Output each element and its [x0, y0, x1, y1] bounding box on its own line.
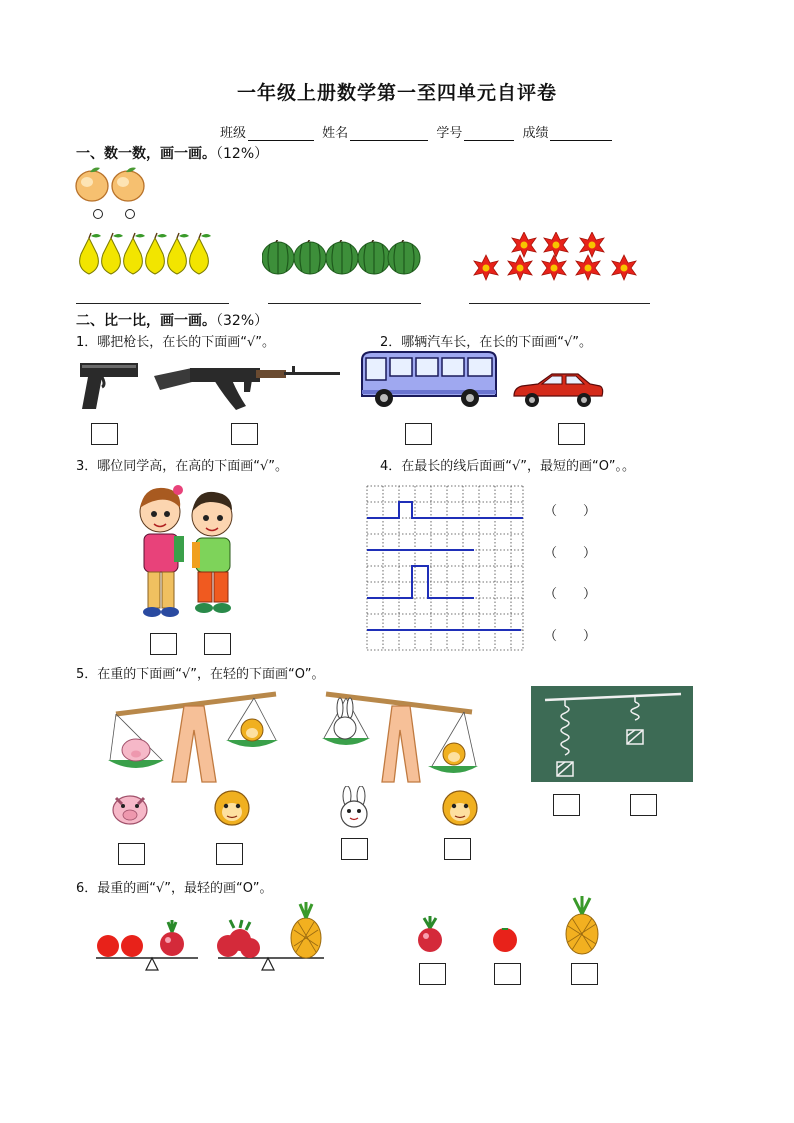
- rifle-image: [152, 356, 342, 412]
- car-image: [512, 370, 604, 412]
- melon-icon: [358, 240, 390, 274]
- flower-icon: [474, 255, 498, 280]
- question-5: 5．在重的下面画“√”，在轻的下面画“O”。: [76, 667, 325, 682]
- tomato-icon: [97, 935, 143, 957]
- pear-icon: [124, 233, 145, 274]
- balance-scale-2-image: [320, 690, 478, 786]
- pear-group-image: [78, 230, 218, 278]
- line-grid: [366, 485, 524, 651]
- section-2-heading: [76, 310, 268, 330]
- answer-paren[interactable]: （ ）: [544, 629, 597, 644]
- peach-icon: [112, 168, 144, 202]
- pig-icon: [122, 739, 150, 761]
- seesaw-right: [217, 902, 324, 970]
- answer-box[interactable]: [204, 633, 231, 655]
- melon-icon: [326, 240, 358, 274]
- answer-box[interactable]: [553, 794, 580, 816]
- two-students-image: [134, 484, 242, 622]
- tomato-icon: [490, 924, 520, 954]
- pineapple-icon: [291, 902, 321, 958]
- question-3: 3．哪位同学高，在高的下面画“√”。: [76, 459, 289, 474]
- answer-line[interactable]: [268, 303, 421, 304]
- id-label: 学号: [436, 126, 463, 141]
- monkey-icon: [443, 743, 465, 765]
- score-blank[interactable]: [550, 126, 612, 141]
- page-title: 一年级上册数学第一至四单元自评卷: [236, 82, 557, 104]
- pear-icon: [190, 233, 211, 274]
- flower-icon: [508, 255, 532, 280]
- melon-icon: [388, 240, 420, 274]
- answer-box[interactable]: [405, 423, 432, 445]
- answer-box[interactable]: [419, 963, 446, 985]
- score-label: 成绩: [522, 126, 549, 141]
- section-1-heading: [76, 143, 268, 163]
- radish-icon: [414, 914, 448, 954]
- radish-icon: [217, 920, 260, 958]
- drawn-circle: [125, 209, 135, 219]
- flower-icon: [512, 232, 536, 257]
- section-2-pct: （32%）: [216, 313, 269, 329]
- melon-icon: [262, 240, 294, 274]
- pig-face-icon: [110, 788, 150, 828]
- flower-icon: [576, 255, 600, 280]
- melon-group-image: [262, 240, 422, 276]
- drawn-circle: [93, 209, 103, 219]
- answer-box[interactable]: [444, 838, 471, 860]
- name-blank[interactable]: [350, 126, 428, 141]
- name-label: 姓名: [322, 126, 349, 141]
- section-1-label: 一、数一数，画一画。: [76, 146, 216, 162]
- pear-icon: [102, 233, 123, 274]
- peach-icon: [76, 168, 108, 202]
- question-6: 6．最重的画“√”，最轻的画“O”。: [76, 881, 273, 896]
- rabbit-icon: [334, 698, 356, 739]
- student-info: [220, 122, 616, 141]
- flower-group-image: [468, 232, 646, 282]
- monkey-icon: [241, 719, 263, 741]
- flower-icon: [544, 232, 568, 257]
- peach-group-image: [74, 164, 150, 204]
- rabbit-face-icon: [334, 786, 374, 828]
- question-1: 1．哪把枪长，在长的下面画“√”。: [76, 335, 276, 350]
- bus-image: [358, 350, 498, 412]
- flower-icon: [580, 232, 604, 257]
- pistol-image: [78, 357, 140, 411]
- answer-box[interactable]: [91, 423, 118, 445]
- pear-icon: [168, 233, 189, 274]
- class-label: 班级: [220, 126, 247, 141]
- answer-box[interactable]: [118, 843, 145, 865]
- answer-box[interactable]: [150, 633, 177, 655]
- pineapple-icon: [562, 894, 602, 956]
- boy-figure: [192, 492, 232, 613]
- melon-icon: [294, 240, 326, 274]
- question-4: 4．在最长的线后面画“√”，最短的画“O”。。: [380, 459, 635, 474]
- balance-scale-1-image: [108, 690, 282, 786]
- answer-paren[interactable]: （ ）: [544, 504, 597, 519]
- answer-box[interactable]: [558, 423, 585, 445]
- monkey-face-icon: [440, 788, 480, 828]
- answer-box[interactable]: [231, 423, 258, 445]
- pear-icon: [146, 233, 167, 274]
- answer-line[interactable]: [469, 303, 650, 304]
- line-1: [367, 502, 523, 518]
- pear-icon: [80, 233, 101, 274]
- answer-box[interactable]: [630, 794, 657, 816]
- id-blank[interactable]: [464, 126, 514, 141]
- seesaw-left: [96, 920, 198, 970]
- answer-line[interactable]: [76, 303, 229, 304]
- flower-icon: [542, 255, 566, 280]
- section-1-pct: （12%）: [216, 146, 269, 162]
- radish-icon: [160, 920, 184, 956]
- answer-box[interactable]: [216, 843, 243, 865]
- girl-figure: [140, 485, 184, 617]
- section-2-label: 二、比一比，画一画。: [76, 313, 216, 329]
- monkey-face-icon: [212, 788, 252, 828]
- answer-paren[interactable]: （ ）: [544, 546, 597, 561]
- spring-chalkboard-image: [531, 686, 693, 782]
- answer-box[interactable]: [571, 963, 598, 985]
- question-2: 2．哪辆汽车长，在长的下面画“√”。: [380, 335, 593, 350]
- seesaw-balance-image: [94, 900, 326, 976]
- answer-paren[interactable]: （ ）: [544, 587, 597, 602]
- answer-box[interactable]: [341, 838, 368, 860]
- class-blank[interactable]: [248, 126, 314, 141]
- answer-box[interactable]: [494, 963, 521, 985]
- flower-icon: [612, 255, 636, 280]
